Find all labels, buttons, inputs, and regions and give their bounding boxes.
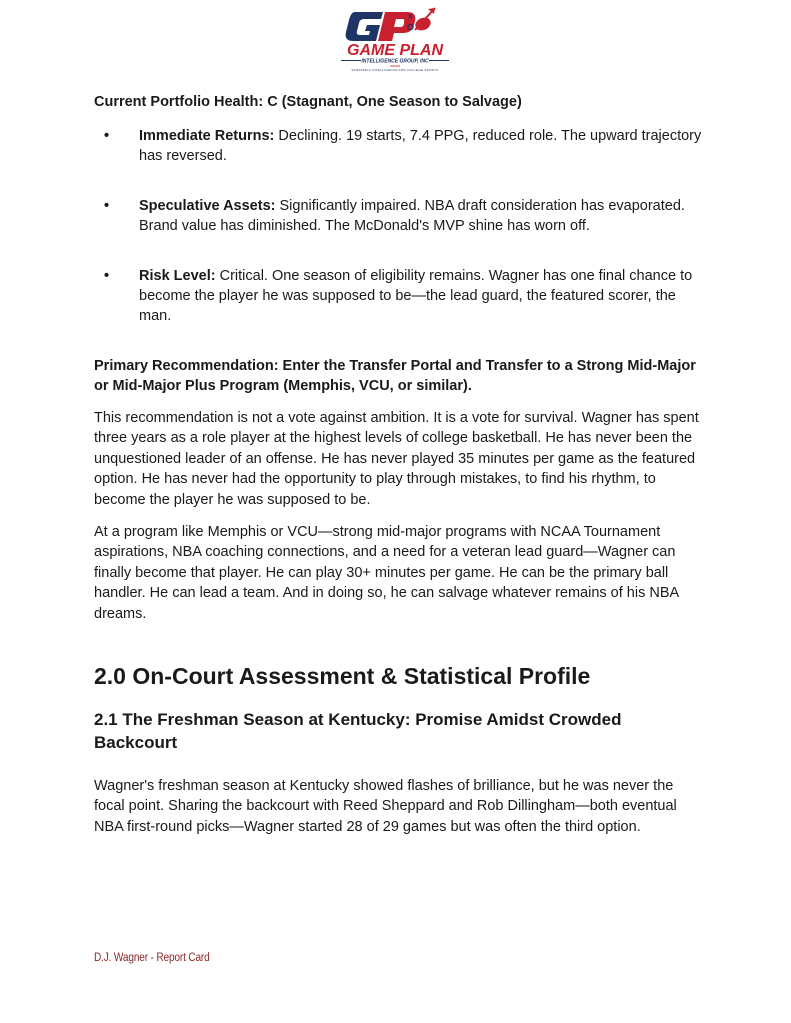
section-2-heading: 2.0 On-Court Assessment & Statistical Profile	[94, 663, 591, 690]
svg-text:GAME PLAN: GAME PLAN	[347, 42, 443, 59]
bullet-text: Critical. One season of eligibility remains. Wagner has one final chance to become the player he was supposed to be—the lead guard, the featured scorer, the man.	[139, 268, 693, 324]
bullet-dot-icon: •	[104, 268, 110, 284]
bullet-risk-level	[94, 266, 704, 326]
company-logo	[311, 0, 479, 78]
bullet-text: Declining. 19 starts, 7.4 PPG, reduced role. The upward trajectory has reversed.	[139, 128, 702, 164]
portfolio-health-heading: Current Portfolio Health: C (Stagnant, One Season to Salvage)	[94, 94, 522, 110]
bullet-label: Immediate Returns:	[139, 128, 275, 144]
bullet-speculative-assets	[94, 196, 704, 236]
game-plan-logo-icon	[311, 0, 479, 78]
bullet-dot-icon: •	[104, 128, 110, 144]
section-2-1-heading: 2.1 The Freshman Season at Kentucky: Promise Amidst Crowded Backcourt	[94, 710, 622, 753]
page-footer: D.J. Wagner - Report Card	[94, 952, 210, 964]
recommendation-paragraph-2: At a program like Memphis or VCU—strong mid-major programs with NCAA Tournament aspirations, NBA coaching connections, and a need for a veteran lead guard—Wagner can finally become that player. He can play 30+ minutes per game. He can be the primary ball handler. He can lead a team. And in doing so, he can salvage whatever remains of his NBA dreams.	[94, 524, 679, 622]
portfolio-bullet-list	[94, 126, 704, 326]
svg-text:STRATEGIC INTELLIGENCE FOR COL: STRATEGIC INTELLIGENCE FOR COLLEGE SPORTS	[351, 68, 439, 72]
bullet-immediate-returns	[94, 126, 704, 166]
document-body	[94, 92, 704, 849]
recommendation-paragraph-1: This recommendation is not a vote against ambition. It is a vote for survival. Wagner has spent three years as a role player at the highest levels of college basketball. He has never been the unquestioned leader of an offense. He has never played 35 minutes per game as the featured option. He has never had the opportunity to play through mistakes, to find his rhythm, to become the player he was supposed to be.	[94, 410, 699, 508]
bullet-dot-icon: •	[104, 198, 110, 214]
bullet-label: Speculative Assets:	[139, 198, 276, 214]
primary-recommendation-heading: Primary Recommendation: Enter the Transfer Portal and Transfer to a Strong Mid-Major or Mid-Major Plus Program (Memphis, VCU, or similar).	[94, 358, 696, 394]
bullet-label: Risk Level:	[139, 268, 216, 284]
svg-text:X: X	[408, 14, 413, 21]
bullet-text: Significantly impaired. NBA draft consideration has evaporated. Brand value has diminished. The McDonald's MVP shine has worn off.	[139, 198, 685, 234]
section-2-1-paragraph: Wagner's freshman season at Kentucky showed flashes of brilliance, but he was never the focal point. Sharing the backcourt with Reed Sheppard and Rob Dillingham—both eventual NBA first-round picks—Wagner started 28 of 29 games but was often the third option.	[94, 778, 677, 835]
svg-text:INTELLIGENCE GROUP, INC: INTELLIGENCE GROUP, INC	[361, 58, 429, 65]
